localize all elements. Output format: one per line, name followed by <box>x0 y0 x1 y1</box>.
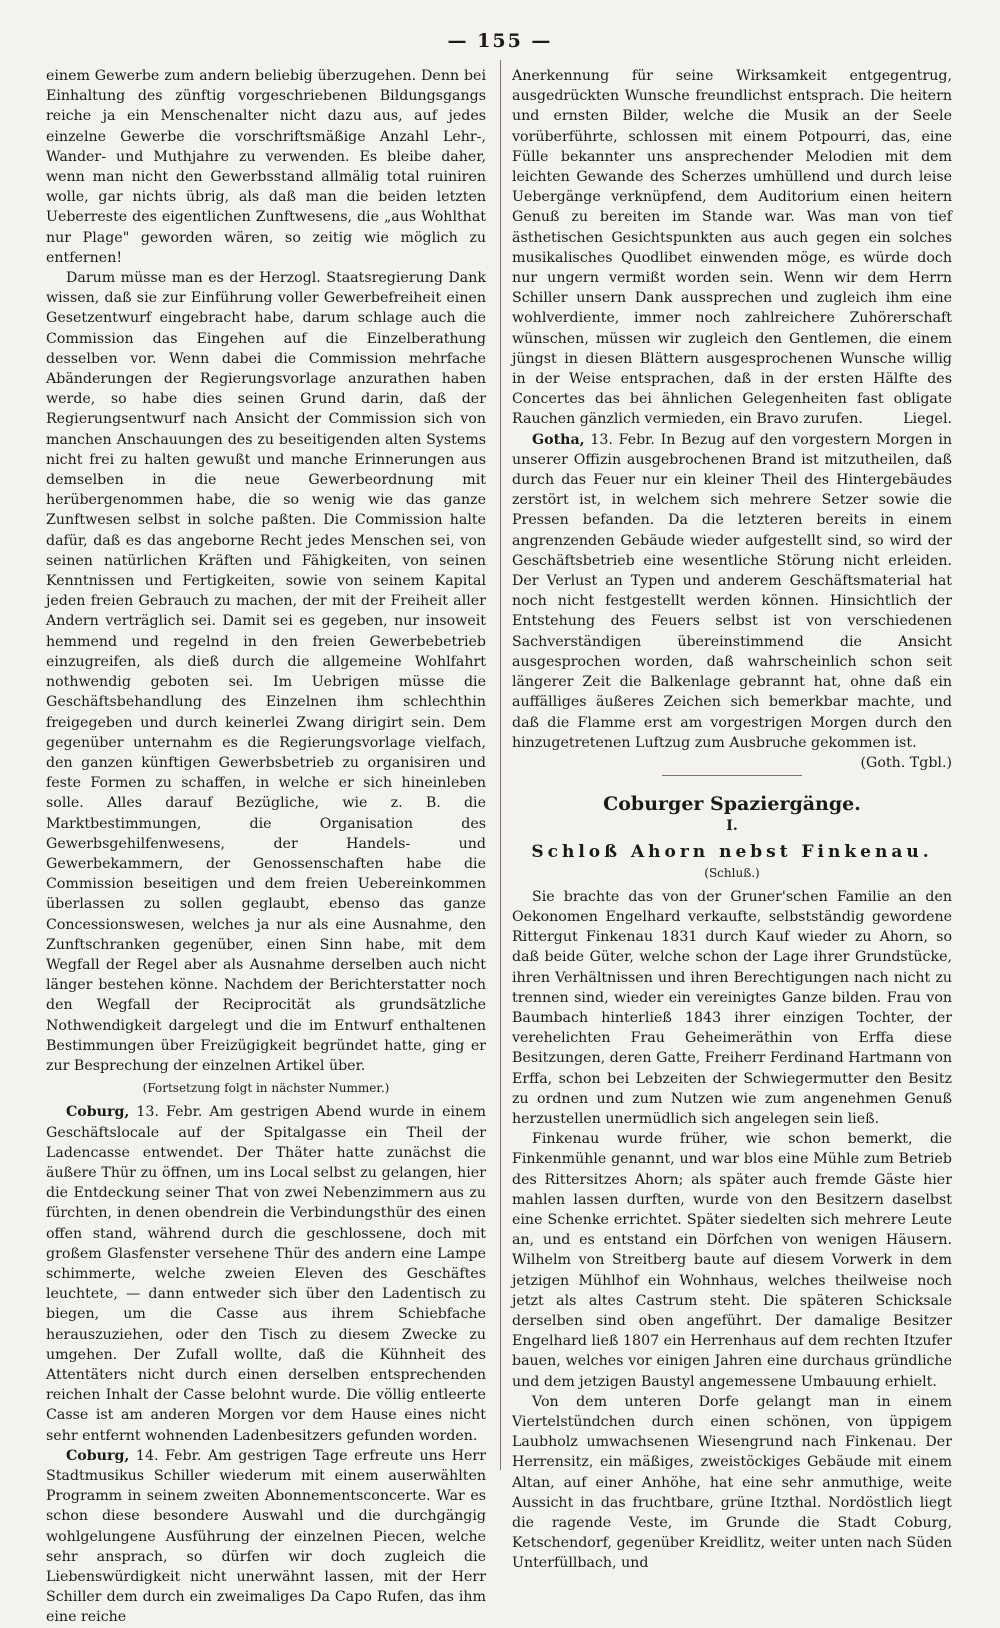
news-item-coburg-13 <box>46 1102 486 1445</box>
news-text: Anerkennung für seine Wirksamkeit entgegentrug, ausgedrückten Wunsche freundlichst entsprach. Die heitern und ernsten Bilder, welche die Musik an der Seele vorüberführte, schlossen mit einem Potpourri, das, eine Fülle bekannter uns ansprechender Melodien mit dem leichten Gewande des Scherzes umhüllend und durch leise Uebergänge verknüpfend, dem Auditorium einen heitern Genuß zu bereiten im Stande war. Was man von tief ästhetischen Gesichtspunkten aus auch gegen ein solches musikalisches Quodlibet einwenden möge, es würde doch nur ungern vermißt worden sein. Wenn wir dem Herrn Schiller unsern Dank aussprechen und zugleich ihm eine wohlverdiente, immer noch zahlreichere Zuhörerschaft wünschen, müssen wir zugleich den Gentlemen, die einem jüngst in diesen Blättern ausgesprochenen Wunsche willig in der Weise entsprachen, daß in der ersten Hälfte des Concertes das bei ähnlichen Gelegenheiten fast obligate Rauchen gänzlich vermieden, ein Bravo zurufen. <box>512 68 952 428</box>
article-paragraph: Darum müsse man es der Herzogl. Staatsregierung Dank wissen, daß sie zur Einführung voller Gewerbefreiheit einen Gesetzentwurf eingebracht habe, darum schlage auch die Commission das Eingehen auf die Einzelberathung desselben vor. Wenn dabei die Commission mehrfache Abänderungen der Regierungsvorlage anzurathen haben werde, so habe dies seinen Grund darin, daß der Regierungsentwurf nach Ansicht der Commission sich von manchen Anschauungen des zu beseitigenden alten Systems nicht frei zu halten gewußt und manche Erinnerungen aus demselben in die neue Gewerbeordnung mit herübergenommen habe, die so wenig wie das ganze Zunftwesen selbst in solche paßten. Die Commission halte dafür, daß es das angeborne Recht jedes Menschen sei, von seinen natürlichen Kräften und Fähigkeiten, von seinen Kenntnissen und Fertigkeiten, sowie von seinem Kapital jeden freien Gebrauch zu machen, der mit der Freiheit aller Andern verträglich sei. Damit sei es gegeben, nur insoweit hemmend und regelnd in den freien Gewerbebetrieb einzugreifen, als dieß durch die allgemeine Wohlfahrt nothwendig geboten sei. Im Uebrigen müsse die Geschäftsbehandlung des Einzelnen ihm schlechthin freigegeben und durch keinerlei Zwang dirigirt sein. Dem gegenüber unternahm es die Regierungsvorlage vielfach, den ganzen künftigen Gewerbsbetrieb zu organisiren und feste Formen zu schaffen, in welche er sich hineinleben solle. Alles darauf Bezügliche, wie z. B. die Marktbestimmungen, die Organisation des Gewerbsgehilfenwesens, der Handels- und Gewerbekammern, der Genossenschaften habe die Commission beseitigen und dem freien Uebereinkommen überlassen zu sollen geglaubt, ebenso das ganze Concessionswesen, welches ja nur als eine Ausnahme, den Zunftschranken gegenüber, einen Sinn habe, mit dem Wegfall der Regel aber als Ausnahme derselben auch nicht länger bestehen könne. Nachdem der Berichterstatter noch den Wegfall der Reciprocität als grundsätzliche Nothwendigkeit dargelegt und die im Entwurf enthaltenen Bestimmungen über Freizügigkeit begründet hatte, ging er zur Besprechung der einzelnen Artikel über. <box>46 270 486 1074</box>
column-divider <box>500 60 501 1470</box>
author-signature: Liegel. <box>903 411 952 428</box>
section-title: Coburger Spaziergänge. <box>603 792 861 815</box>
news-text: 14. Febr. Am gestrigen Tage erfreute uns Herr Stadtmusikus Schiller wiederum mit einem auserwählten Programm in seinem zweiten Abonnementsconcerte. War es schon diese besondere Auswahl und die durchgängig wohlgelungene Ausführung der einzelnen Piecen, welche sehr ansprach, so dürfen wir doch zugleich die Liebenswürdigkeit nicht unerwähnt lassen, mit der Herr Schiller dem durch ein zweimaliges Da Capo Rufen, das ihm eine reiche <box>46 1447 486 1626</box>
section-separator <box>662 775 802 776</box>
section-note: (Schluß.) <box>704 865 760 880</box>
page-number: — 155 — <box>447 30 553 52</box>
source-signature: (Goth. Tgbl.) <box>860 754 952 771</box>
news-text: 13. Febr. In Bezug auf den vorgestern Morgen in unserer Offizin ausgebrochenen Brand ist mitzutheilen, daß durch das Feuer nur ein kleiner Theil des Hintergebäudes zerstört ist, in welchem sich mehrere Setzer sowie die Pressen befanden. Da die letzteren bereits in einem angrenzenden Gebäude wieder aufgestellt sind, so wird der Geschäftsbetrieb eine wesentliche Störung nicht erleiden. Der Verlust an Typen und anderem Geschäftsmaterial hat noch nicht festgestellt werden können. Hinsichtlich der Entstehung des Feuers selbst ist von verschiedenen Sachverständigen übereinstimmend die Ansicht ausgesprochen worden, daß wahrscheinlich schon seit längerer Zeit die Balkenlage gebrannt hat, ohne daß ein auffälliges äußeres Zeichen sich bemerkbar machte, und daß die Flamme erst am vorgestrigen Morgen durch den hinzugetretenen Luftzug zum Ausbruche gekommen ist. <box>512 431 952 751</box>
section-subtitle: Schloß Ahorn nebst Finkenau. <box>531 842 933 863</box>
article-paragraph <box>512 66 952 430</box>
section-paragraph: Finkenau wurde früher, wie schon bemerkt, die Finkenmühle genannt, und war blos eine Mühle zum Betrieb des Rittersitzes Ahorn; als später auch fremde Gäste hier mahlen lassen durften, wurde von den Besitzern daselbst eine Schenke errichtet. Später siedelten sich mehrere Leute an, und es entstand ein Dörfchen von wenigen Häusern. Wilhelm von Streitberg baute auf diesem Vorwerk in dem jetzigen Mühlhof ein Wohnhaus, welches theilweise noch jetzt als altes Castrum steht. Die späteren Schicksale derselben sind oben angeführt. Der damalige Besitzer Engelhard ließ 1807 ein Herrenhaus auf dem rechten Itzufer bauen, welches vor einigen Jahren eine durchaus gründliche und dem jetzigen Baustyl angemessene Umbauung erhielt. <box>512 1131 952 1390</box>
section-paragraph: Sie brachte das von der Gruner'schen Familie an den Oekonomen Engelhard verkaufte, selbstständig gewordene Rittergut Finkenau 1831 durch Kauf wieder zu Ahorn, so daß beide Güter, welche schon der Lage ihrer Grundstücke, ihren Verhältnissen und ihren Berechtigungen nach nicht zu trennen sind, wieder ein vereinigtes Ganze bilden. Frau von Baumbach hinterließ 1843 ihrer einzigen Tochter, der verehelichten Frau Geheimeräthin von Erffa diese Besitzungen, deren Gatte, Freiherr Ferdinand Hartmann von Erffa, schon bei Lebzeiten der Schwiegermutter den Besitz zu ordnen und zum Nutzen wie zum angenehmen Genuß herzustellen unermüdlich sich angelegen sein ließ. <box>512 888 952 1127</box>
left-column <box>46 66 486 1628</box>
article-paragraph: einem Gewerbe zum andern beliebig überzugehen. Denn bei Einhaltung des zünftig vorgeschriebenen Bildungsgangs reiche ja ein Menschenalter nicht dazu aus, auf jedes einzelne Gewerbe die vorschriftsmäßige Anzahl Lehr-, Wander- und Muthjahre zu verwenden. Es bleibe daher, wenn man nicht den Gewerbsstand allmälig total ruiniren wolle, gar nichts übrig, als daß man die beiden letzten Ueberreste des eigentlichen Zunftwesens, die „aus Wohlthat nur Plage" geworden wären, so zeitig wie möglich zu entfernen! <box>46 68 486 266</box>
dateline-place: Coburg, <box>66 1447 130 1464</box>
news-text: 13. Febr. Am gestrigen Abend wurde in einem Geschäftslocale auf der Spitalgasse ein Theil der Ladencasse entwendet. Der Thäter hatte zunächst die äußere Thür zu öffnen, um ins Local selbst zu gelangen, hier die Entdeckung seiner That von zwei Nebenzimmern aus zu fürchten, in denen obendrein die Verbindungsthür des einen offen stand, während durch die geschlossene, doch mit großem Glasfenster versehene Thür des andern eine Lampe schimmerte, welche zweien Eleven des Geschäftes leuchtete, — dann entweder sich über den Ladentisch zu biegen, um die Casse aus ihrem Schiebfache herauszuziehen, oder den Tisch zu diesem Zwecke zu umgehen. Der Zufall wollte, daß die Kühnheit des Attentäters nicht durch einen derselben entsprechenden reichen Inhalt der Casse belohnt wurde. Die völlig entleerte Casse ist am anderen Morgen vor dem Hause eines nicht sehr entfernt wohnenden Ladenbesitzers gefunden worden. <box>46 1104 486 1444</box>
news-item-gotha <box>512 430 952 771</box>
section-paragraph: Von dem unteren Dorfe gelangt man in einem Viertelstündchen durch einen schönen, von üppigem Laubholz umwachsenen Wiesengrund nach Finkenau. Der Herrensitz, ein mäßiges, zweistöckiges Gebäude mit einem Altan, auf einer Anhöhe, hat eine sehr anmuthige, weite Aussicht in das fruchtbare, grüne Itzthal. Nordöstlich liegt die ragende Veste, im Grunde die Stadt Coburg, Ketschendorf, gegenüber Kreidlitz, weiter unten nach Süden Unterfüllbach, und <box>512 1393 952 1572</box>
right-column <box>512 66 952 1574</box>
continuation-note: (Fortsetzung folgt in nächster Nummer.) <box>142 1081 390 1096</box>
dateline-place: Gotha, <box>532 431 585 448</box>
dateline-place: Coburg, <box>66 1104 130 1121</box>
news-item-coburg-14 <box>46 1446 486 1628</box>
section-number: I. <box>726 818 738 835</box>
